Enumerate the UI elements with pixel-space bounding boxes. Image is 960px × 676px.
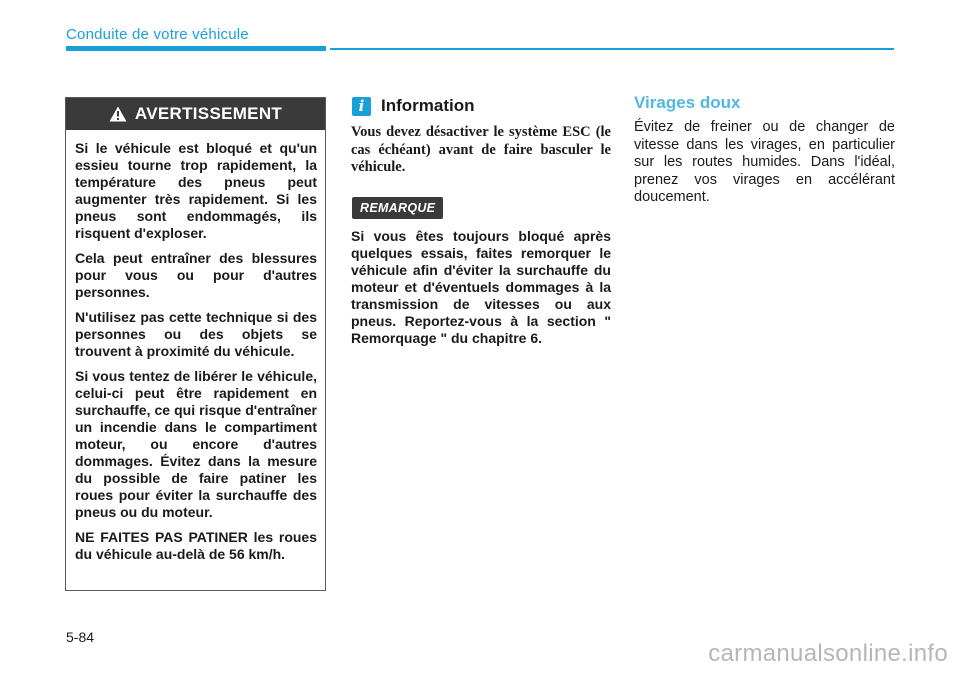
warning-paragraph: NE FAITES PAS PATINER les roues du véhicule au-delà de 56 km/h. [75,529,317,562]
remarque-text: Si vous êtes toujours bloqué après quelques essais, faites remorquer le véhicule afin d'éviter la surchauffe du moteur et d'éventuels dommages à la transmission de vitesses ou aux pneus. Reportez-vous à la section " Remorquage " du chapitre 6. [351,228,611,346]
watermark: carmanualsonline.info [708,640,948,667]
warning-paragraph: Si le véhicule est bloqué et qu'un essieu tourne trop rapidement, la température des pneus peut augmenter très rapidement. Si les pneus sont endommagés, ils risquent d'exploser. [75,140,317,241]
warning-body [66,130,325,563]
header-rule-thin [330,48,894,50]
page-number: 5-84 [66,629,95,645]
warning-triangle-icon [109,106,127,122]
section-title: Conduite de votre véhicule [66,26,249,43]
info-icon: i [352,97,371,116]
information-heading [352,96,475,116]
warning-paragraph: Cela peut entraîner des blessures pour vous ou pour d'autres personnes. [75,250,317,300]
header-rule-thick [66,46,326,51]
warning-paragraph: N'utilisez pas cette technique si des personnes ou des objets se trouvent à proximité du véhicule. [75,309,317,359]
information-text: Vous devez désactiver le système ESC (le cas échéant) avant de faire basculer le véhicule. [351,124,611,175]
warning-paragraph: Si vous tentez de libérer le véhicule, celui-ci peut être rapidement en surchauffe, ce qui risque d'entraîner un incendie dans le compartiment moteur, ou encore d'autres dommages. Évitez dans la mesure du possible de faire patiner les roues pour éviter la surchauffe des pneus ou du moteur. [75,368,317,520]
information-title: Information [381,96,475,115]
warning-box [65,97,326,591]
warning-header [66,98,325,130]
virages-heading: Virages doux [634,93,741,112]
warning-title: AVERTISSEMENT [134,104,283,123]
remarque-badge: REMARQUE [352,197,443,219]
virages-text: Évitez de freiner ou de changer de vitesse dans les virages, en particulier sur les routes humides. Dans l'idéal, prenez vos virages en accélérant doucement. [634,119,895,205]
